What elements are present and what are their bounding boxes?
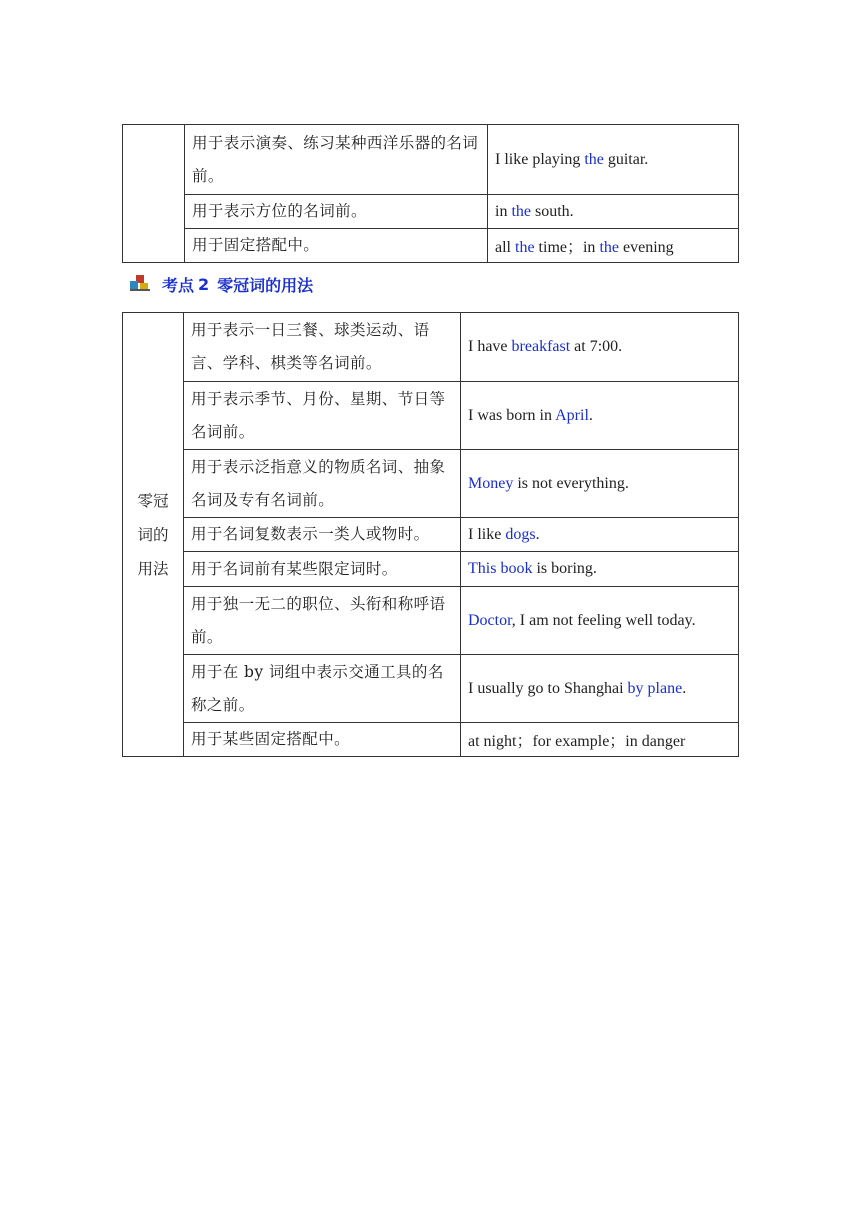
heading-number: 2 bbox=[198, 274, 210, 294]
example-text: all bbox=[495, 239, 515, 256]
highlighted-term: dogs bbox=[505, 525, 536, 543]
table-row bbox=[123, 587, 739, 655]
highlighted-term: April bbox=[555, 406, 589, 424]
highlighted-term: breakfast bbox=[511, 338, 571, 355]
example-text: I have bbox=[468, 338, 512, 355]
usage-description: 用于名词前有某些限定词时。 bbox=[184, 552, 461, 587]
example-text: evening bbox=[618, 239, 674, 256]
table-row bbox=[123, 229, 739, 263]
example-text: . bbox=[588, 406, 593, 424]
section-heading bbox=[130, 272, 313, 296]
usage-description: 用于表示泛指意义的物质名词、抽象名词及专有名词前。 bbox=[184, 450, 461, 518]
example-text: in bbox=[495, 202, 512, 220]
highlighted-term: the bbox=[584, 150, 604, 168]
usage-description: 用于名词复数表示一类人或物时。 bbox=[184, 518, 461, 552]
usage-example bbox=[461, 518, 739, 552]
usage-description: 用于表示季节、月份、星期、节日等名词前。 bbox=[184, 382, 461, 450]
example-text: is not everything. bbox=[513, 474, 629, 492]
usage-description: 用于某些固定搭配中。 bbox=[184, 723, 461, 757]
usage-example bbox=[461, 382, 739, 450]
table-row bbox=[123, 313, 739, 382]
example-text: I was born in bbox=[468, 406, 556, 424]
usage-example bbox=[461, 313, 739, 382]
usage-example bbox=[461, 552, 739, 587]
bullet-icon bbox=[130, 275, 150, 293]
example-text: is boring. bbox=[532, 560, 597, 577]
usage-description: 用于独一无二的职位、头衔和称呼语前。 bbox=[184, 587, 461, 655]
usage-example bbox=[488, 125, 739, 195]
table-row bbox=[123, 655, 739, 723]
example-text: I like playing bbox=[495, 150, 585, 168]
highlighted-term: the bbox=[511, 202, 531, 220]
usage-description: 用于固定搭配中。 bbox=[185, 229, 488, 263]
category-line: 用法 bbox=[137, 559, 169, 578]
heading-title: 零冠词的用法 bbox=[217, 275, 314, 295]
usage-example bbox=[461, 655, 739, 723]
category-cell-empty bbox=[123, 125, 185, 263]
highlighted-term: This book bbox=[468, 560, 533, 577]
usage-example bbox=[488, 195, 739, 229]
table-row bbox=[123, 723, 739, 757]
highlighted-term: by plane bbox=[627, 679, 683, 697]
usage-description: 用于表示一日三餐、球类运动、语言、学科、棋类等名词前。 bbox=[184, 313, 461, 382]
usage-description: 用于表示演奏、练习某种西洋乐器的名词前。 bbox=[185, 125, 488, 195]
example-text: . bbox=[535, 525, 540, 543]
highlighted-term: Doctor bbox=[468, 611, 512, 629]
usage-description: 用于表示方位的名词前。 bbox=[185, 195, 488, 229]
usage-example bbox=[461, 450, 739, 518]
highlighted-term: Money bbox=[468, 474, 514, 492]
example-text: south. bbox=[531, 202, 574, 220]
heading-label: 考点 bbox=[162, 275, 195, 295]
usage-example bbox=[488, 229, 739, 263]
table-row bbox=[123, 450, 739, 518]
table-row bbox=[123, 382, 739, 450]
zero-article-usage-table bbox=[122, 312, 739, 757]
highlighted-term: the bbox=[515, 239, 535, 256]
example-text: I usually go to Shanghai bbox=[468, 679, 628, 697]
example-text: guitar. bbox=[603, 150, 649, 168]
category-line: 零冠 bbox=[137, 491, 169, 510]
example-text: at night；for example；in danger bbox=[468, 733, 686, 750]
table-row bbox=[123, 195, 739, 229]
example-text: . bbox=[682, 679, 687, 697]
table-row bbox=[123, 518, 739, 552]
table-row bbox=[123, 552, 739, 587]
example-text: , I am not feeling well today. bbox=[511, 611, 696, 629]
usage-example bbox=[461, 723, 739, 757]
article-usage-table-continued bbox=[122, 124, 739, 263]
example-text: time；in bbox=[534, 239, 600, 256]
example-text: I like bbox=[468, 525, 506, 543]
highlighted-term: the bbox=[599, 239, 619, 256]
usage-example bbox=[461, 587, 739, 655]
example-text: at 7:00. bbox=[570, 338, 623, 355]
usage-description: 用于在 by 词组中表示交通工具的名称之前。 bbox=[184, 655, 461, 723]
table-row bbox=[123, 125, 739, 195]
category-line: 词的 bbox=[137, 525, 169, 544]
category-cell bbox=[123, 313, 184, 757]
